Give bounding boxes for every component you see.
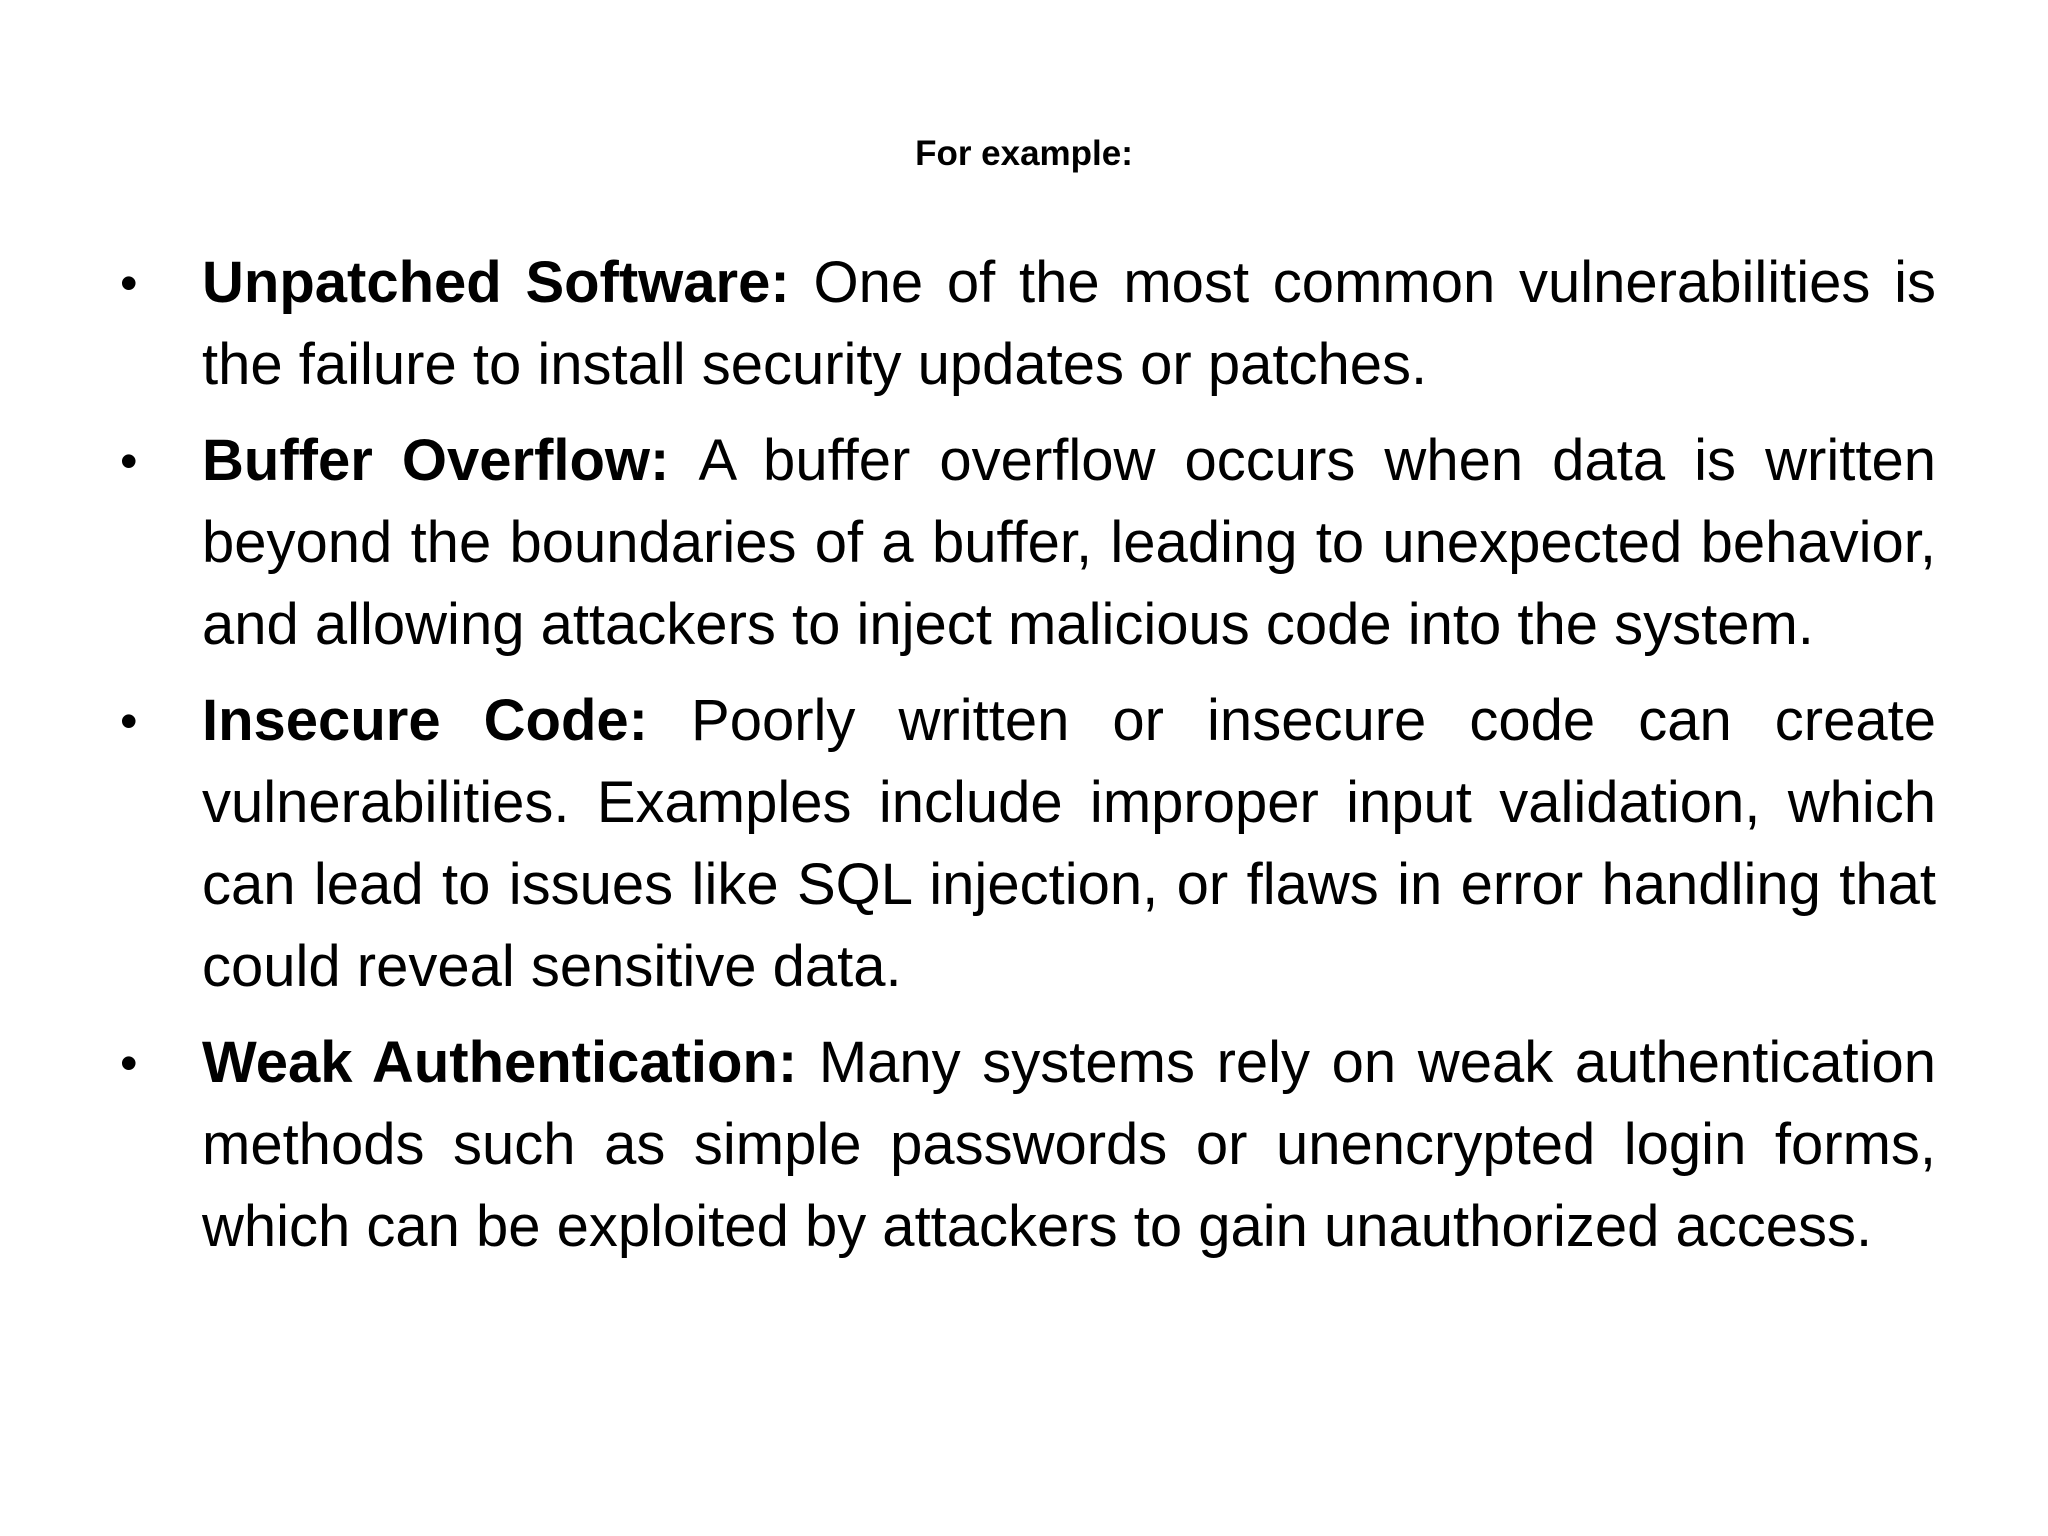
bullet-dot-icon: • (120, 433, 138, 489)
bullet-dot-icon: • (120, 1035, 138, 1091)
bullet-text: Poorly written or insecure code can create vulnerabilities. Examples include improper input validation, which can lead to issues like SQL injection, or flaws in error handling that could reveal sensitive data. (202, 688, 1936, 999)
bullet-term: Weak Authentication: (202, 1030, 819, 1095)
bullet-text: Many systems rely on weak authentication methods such as simple passwords or unencrypted login forms, which can be exploited by attackers to gain unauthorized access. (202, 1030, 1937, 1259)
bullet-item-unpatched-software (120, 242, 1936, 406)
bullet-text: One of the most common vulnerabilities is the failure to install security updates or patches. (202, 250, 1937, 397)
bullet-dot-icon: • (120, 693, 138, 749)
bullet-list (120, 242, 1936, 1282)
bullet-item-buffer-overflow (120, 420, 1936, 666)
bullet-dot-icon: • (120, 255, 138, 311)
bullet-text: A buffer overflow occurs when data is written beyond the boundaries of a buffer, leading to unexpected behavior, and allowing attackers to inject malicious code into the system. (202, 428, 1936, 657)
bullet-term: Buffer Overflow: (202, 428, 699, 493)
slide-title: For example: (915, 134, 1133, 173)
bullet-term: Unpatched Software: (202, 250, 814, 315)
bullet-item-insecure-code (120, 680, 1936, 1008)
bullet-item-weak-authentication (120, 1022, 1936, 1268)
bullet-term: Insecure Code: (202, 688, 692, 753)
